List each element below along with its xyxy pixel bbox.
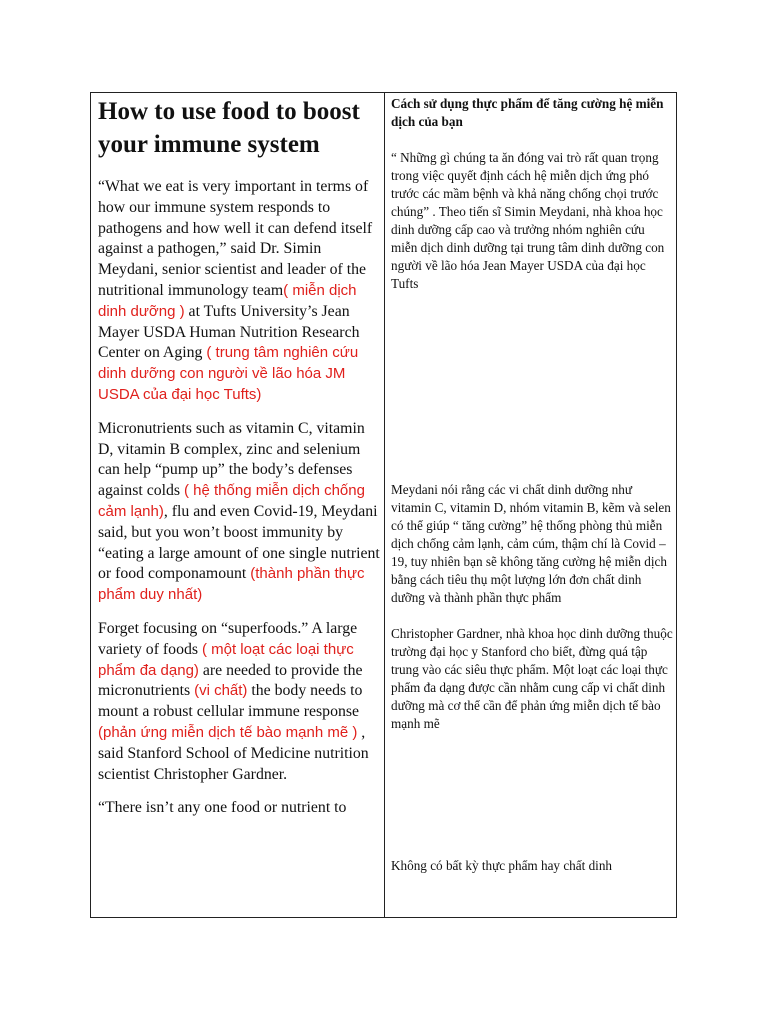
english-column xyxy=(98,95,380,832)
english-paragraph-2 xyxy=(98,419,380,606)
text-run: Forget focusing on “superfoods.” A large variety of foods xyxy=(98,619,358,658)
text-run: Micronutrients such as vitamin C, vitamin D, vitamin B complex, zinc and selenium can help “pump up” the body’s defenses against colds xyxy=(98,419,365,500)
vietnamese-title: Cách sử dụng thực phẩm để tăng cường hệ miễn dịch của bạn xyxy=(391,96,664,129)
text-run: are needed to provide the micronutrients xyxy=(98,661,363,700)
text-run: , flu and even Covid-19, Meydani said, but you won’t boost immunity by “eating a large amount of one single nutrient or food componamount xyxy=(98,502,380,583)
text-run: at Tufts University’s Jean Mayer USDA Human Nutrition Research Center on Aging xyxy=(98,302,360,362)
translation-note: ( hệ thống miễn dịch chống cảm lạnh) xyxy=(98,482,365,520)
english-paragraph-3 xyxy=(98,619,380,785)
vietnamese-paragraph-2: Meydani nói rằng các vi chất dinh dưỡng như vitamin C, vitamin D, nhóm vitamin B, kẽm và selen có thể giúp “ tăng cường” hệ thống phòng thủ miễn dịch chống cảm lạnh, cảm cúm, thậm chí là Covid – 19, tuy nhiên bạn sẽ không tăng cường hệ miễn dịch bằng cách tiêu thụ một lượng lớn đơn chất dinh dưỡng và thành phần thực phẩm xyxy=(391,482,671,605)
text-run: , said Stanford School of Medicine nutrition scientist Christopher Gardner. xyxy=(98,723,369,783)
english-paragraph-4 xyxy=(98,798,380,819)
translation-note: ( miễn dịch dinh dưỡng ) xyxy=(98,281,357,320)
vietnamese-paragraph-3: Christopher Gardner, nhà khoa học dinh dưỡng thuộc trường đại học y Stanford cho biết, đừng quá tập trung vào các siêu thực phẩm. Một loạt các loại thực phẩm đa dạng được cần nhằm cung cấp vi chất dinh dưỡng mà cơ thể cần để phản ứng miễn dịch tế bào mạnh mẽ xyxy=(391,626,673,731)
vietnamese-column xyxy=(391,95,673,875)
translation-note: (thành phần thực phẩm duy nhất) xyxy=(98,565,365,604)
text-run: “There isn’t any one food or nutrient to xyxy=(98,799,347,817)
vietnamese-paragraph-1: “ Những gì chúng ta ăn đóng vai trò rất quan trọng trong việc quyết định cách hệ miễn dịch ứng phó trước các mầm bệnh và khả năng chống chọi trước chúng” . Theo tiến sĩ Simin Meydani, nhà khoa học dinh dưỡng cấp cao và trưởng nhóm nghiên cứu miễn dịch dinh dưỡng tại trung tâm dinh dưỡng con người về lão hóa Jean Mayer USDA của đại học Tufts xyxy=(391,150,665,291)
text-run: the body needs to mount a robust cellular immune response xyxy=(98,682,363,721)
translation-note: (vi chất) xyxy=(194,682,248,700)
column-divider xyxy=(384,93,385,917)
english-title: How to use food to boost your immune system xyxy=(98,98,360,158)
translation-note: ( một loạt các loại thực phẩm đa dạng) xyxy=(98,640,354,679)
translation-note: ( trung tâm nghiên cứu dinh dưỡng con người về lão hóa JM USDA của đại học Tufts) xyxy=(98,344,359,403)
text-run: “What we eat is very important in terms of how our immune system responds to pathogens and how well it can defend itself against a pathogen,” said Dr. Simin Meydani, senior scientist and leader of the nutritional immunology team xyxy=(98,178,373,299)
vietnamese-paragraph-4: Không có bất kỳ thực phẩm hay chất dinh xyxy=(391,858,613,873)
translation-note: (phản ứng miễn dịch tế bào mạnh mẽ ) xyxy=(98,723,358,741)
english-paragraph-1 xyxy=(98,177,380,406)
bilingual-table xyxy=(90,92,677,918)
